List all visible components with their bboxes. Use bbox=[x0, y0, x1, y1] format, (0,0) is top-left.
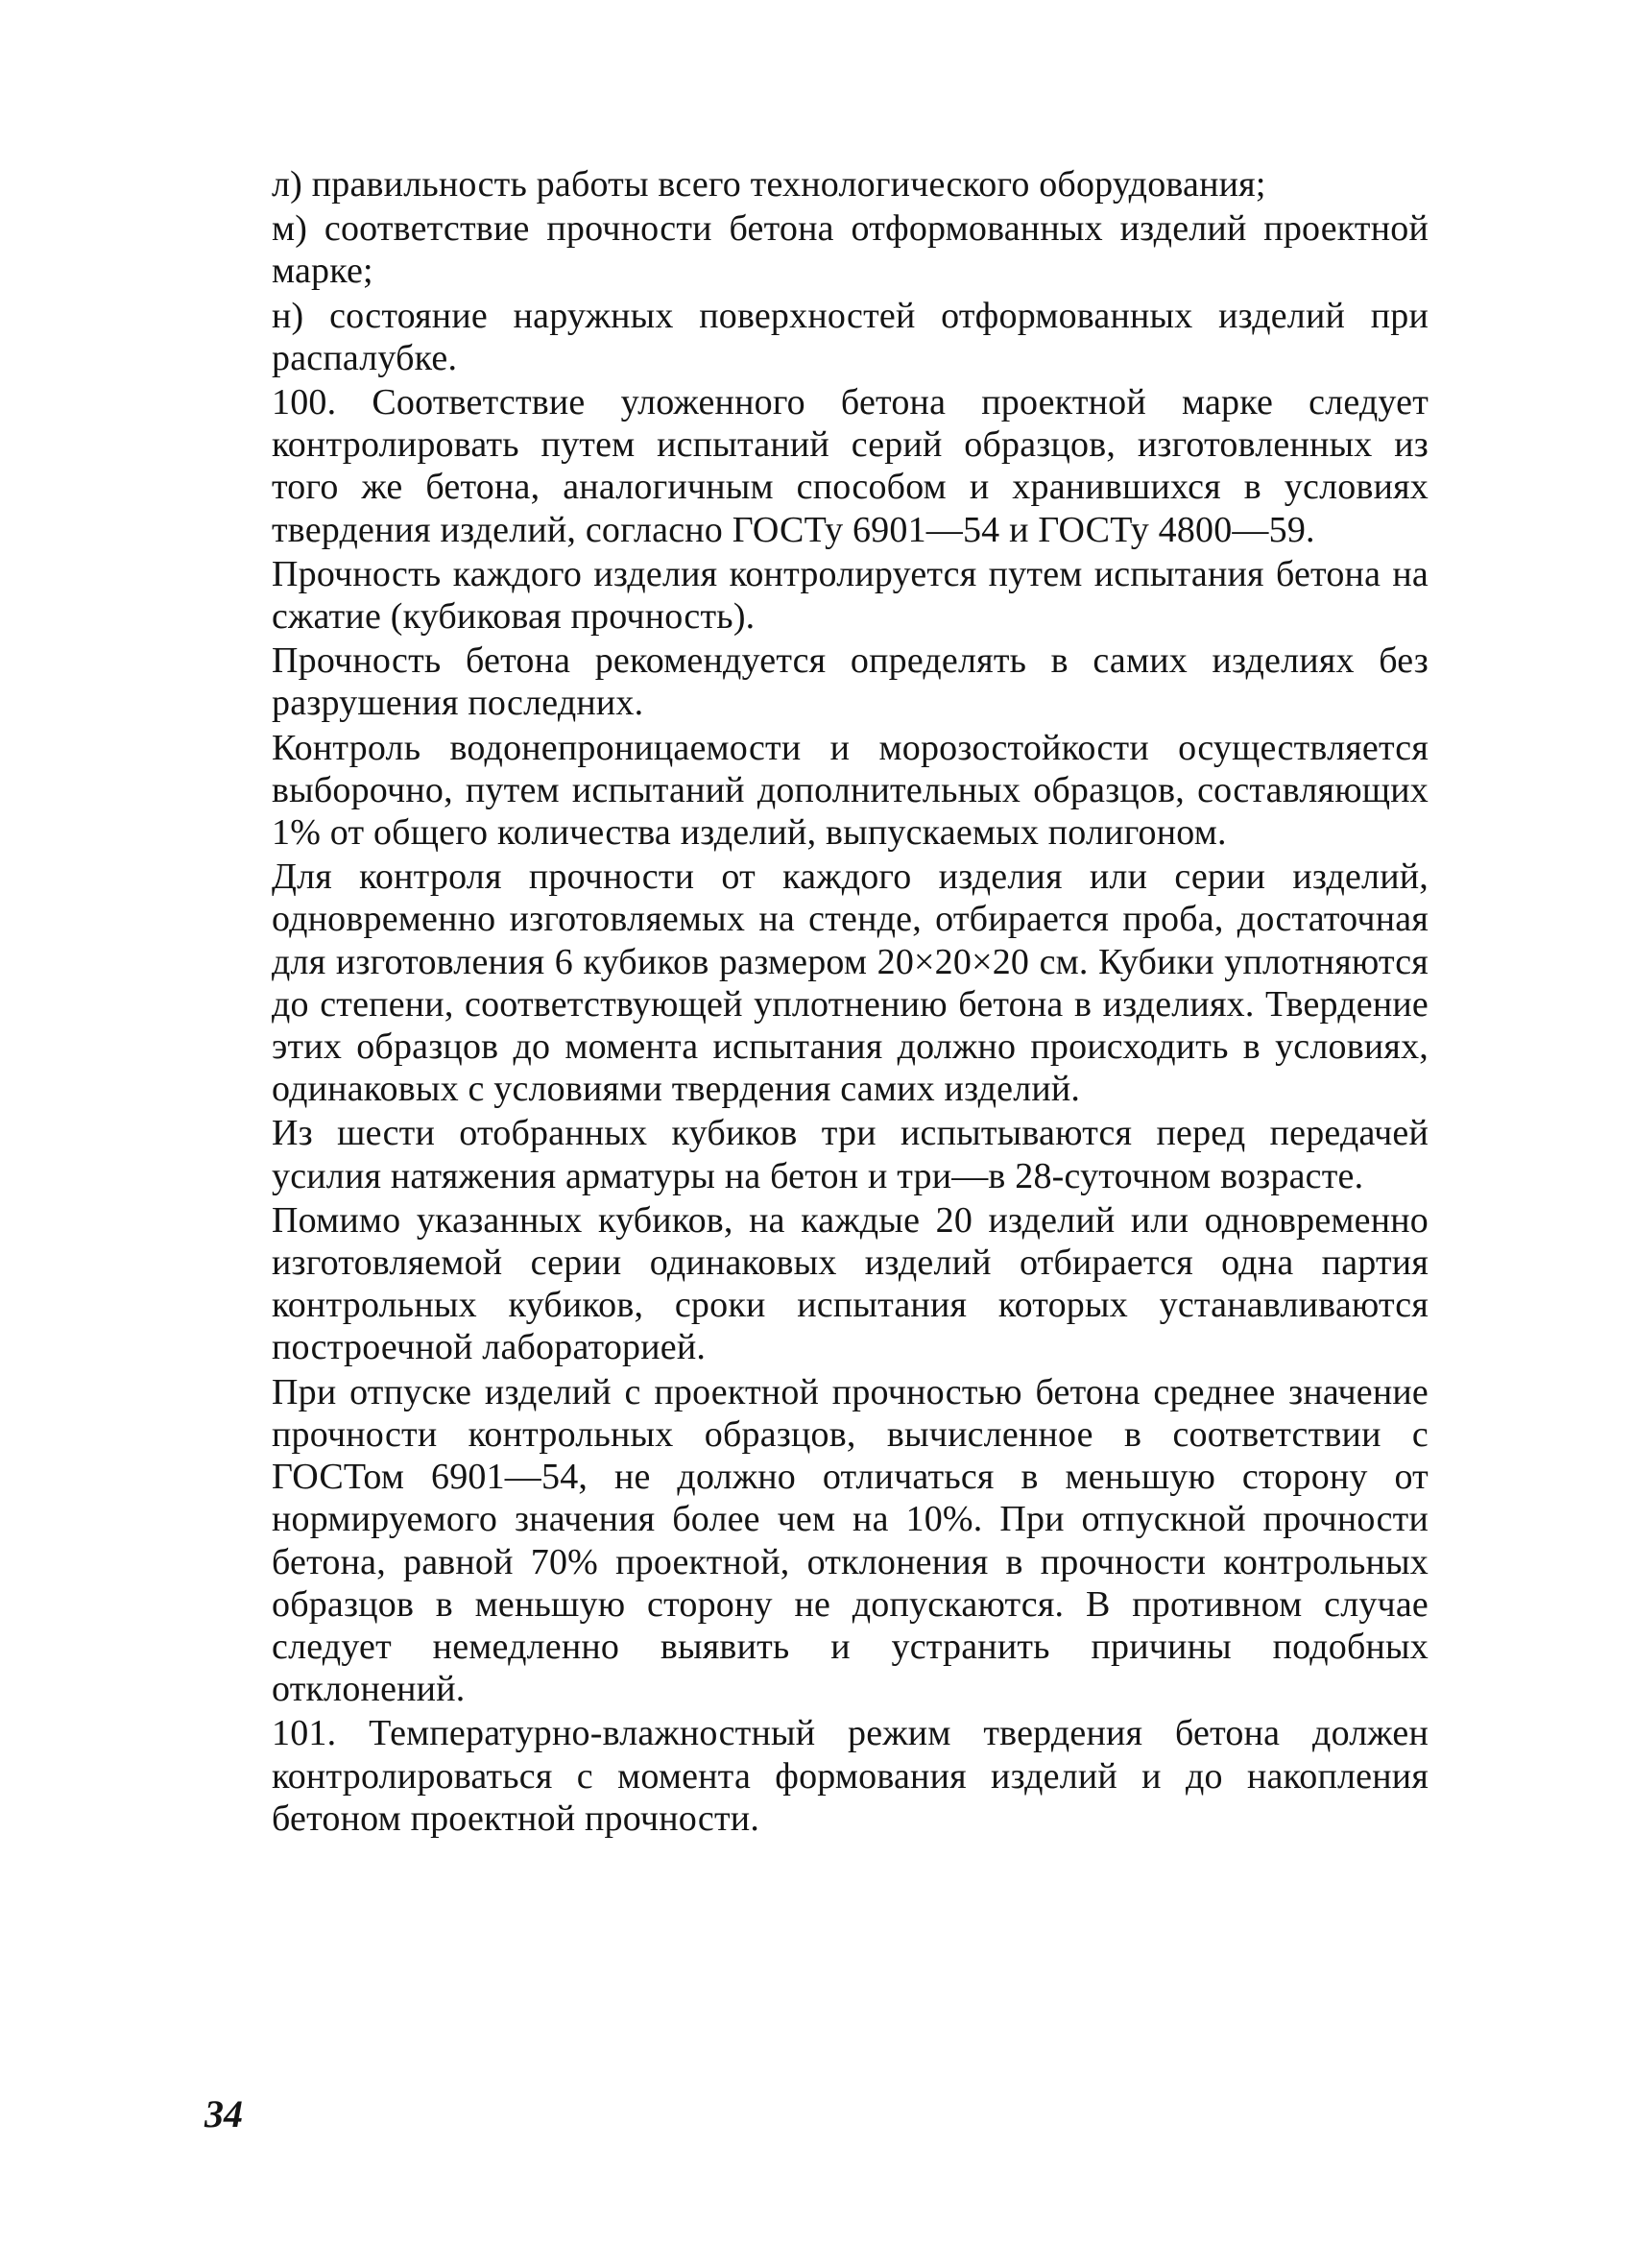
paragraph-six-cubes: Из шести отобранных кубиков три испытываются перед передачей усилия натяжения арматуры на бетон и три—в 28-суточном возрасте. bbox=[272, 1113, 1429, 1196]
paragraph-control-batch: Помимо указанных кубиков, на каждые 20 изделий или одновременно изготовляемой серии одинаковых изделий отбирается одна партия контрольных кубиков, сроки испытания которых устанавливаются построечной лабораторией. bbox=[272, 1199, 1429, 1368]
page-number: 34 bbox=[204, 2092, 243, 2135]
paragraph-watertightness: Контроль водонепроницаемости и морозостойкости осуществляется выборочно, путем испытаний дополнительных образцов, составляющих 1% от общего количества изделий, выпускаемых полигоном. bbox=[272, 727, 1429, 854]
paragraph-nondestructive: Прочность бетона рекомендуется определять в самих изделиях без разрушения последних. bbox=[272, 640, 1429, 724]
text-body bbox=[272, 163, 1429, 1842]
paragraph-item-m: м) соответствие прочности бетона отформованных изделий проектной марке; bbox=[272, 208, 1429, 292]
paragraph-strength-control: Прочность каждого изделия контролируется путем испытания бетона на сжатие (кубиковая прочность). bbox=[272, 553, 1429, 638]
paragraph-release-strength: При отпуске изделий с проектной прочностью бетона среднее значение прочности контрольных образцов, вычисленное в соответствии с ГОСТом 6901—54, не должно отличаться в меньшую сторону от нормируемого значения более чем на 10%. При отпускной прочности бетона, равной 70% проектной, отклонения в прочности контрольных образцов в меньшую сторону не допускаются. В противном случае следует немедленно выявить и устранить причины подобных отклонений. bbox=[272, 1371, 1429, 1710]
paragraph-clause-101: 101. Температурно-влажностный режим твердения бетона должен контролироваться с момента формования изделий и до накопления бетоном проектной прочности. bbox=[272, 1713, 1429, 1839]
paragraph-item-l: л) правильность работы всего технологического оборудования; bbox=[272, 164, 1266, 205]
paragraph-item-n: н) состояние наружных поверхностей отформованных изделий при распалубке. bbox=[272, 295, 1429, 378]
paragraph-sampling: Для контроля прочности от каждого изделия или серии изделий, одновременно изготовляемых на стенде, отбирается проба, достаточная для изготовления 6 кубиков размером 20×20×20 см. Кубики уплотняются до степени, соответствующей уплотнению бетона в изделиях. Твердение этих образцов до момента испытания должно происходить в условиях, одинаковых с условиями твердения самих изделий. bbox=[272, 857, 1429, 1110]
paragraph-clause-100: 100. Соответствие уложенного бетона проектной марке следует контролировать путем испытаний серий образцов, изготовленных из того же бетона, аналогичным способом и хранившихся в условиях твердения изделий, согласно ГОСТу 6901—54 и ГОСТу 4800—59. bbox=[272, 382, 1429, 550]
